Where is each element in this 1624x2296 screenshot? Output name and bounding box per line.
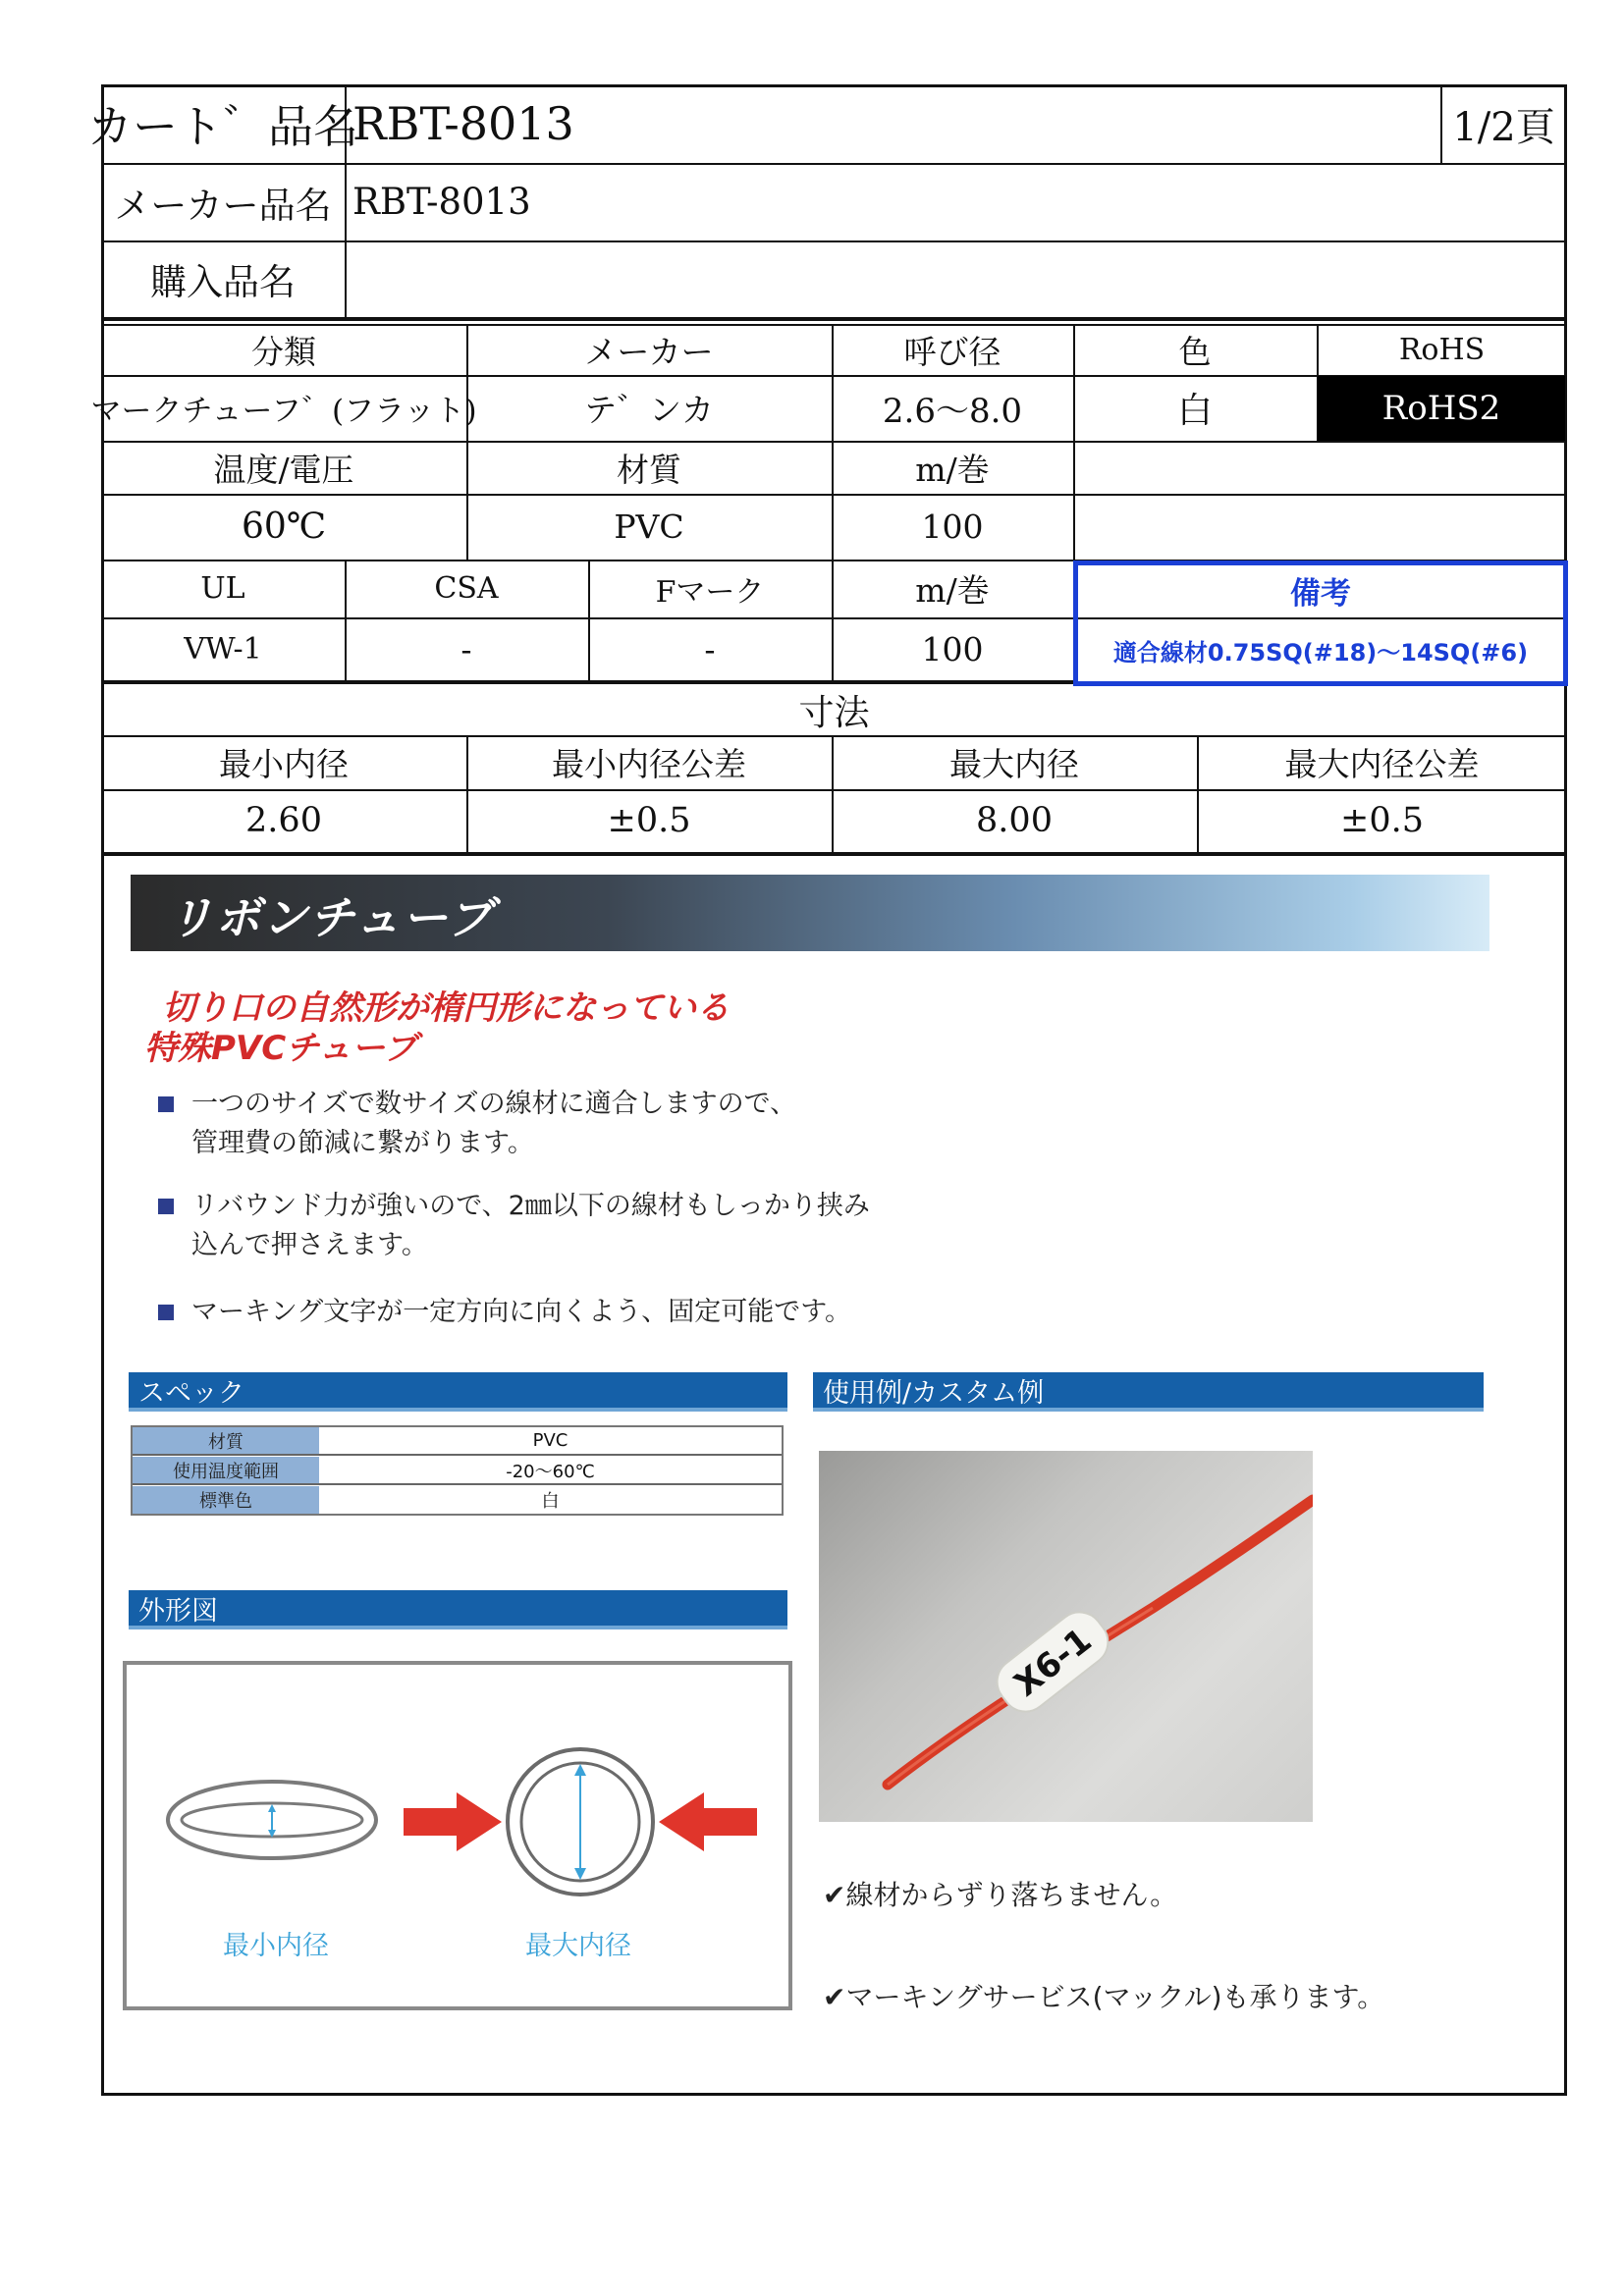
- value-min-tolerance: ±0.5: [607, 801, 691, 840]
- card-name-label: カート゛品名: [87, 100, 358, 153]
- remark-value: 適合線材0.75SQ(#18)～14SQ(#6): [1112, 639, 1529, 667]
- bullet-2-line2: 込んで押さえます。: [191, 1230, 428, 1260]
- red-heading-line2: 特殊PVCチューブ: [144, 1029, 417, 1068]
- card-name-value: RBT-8013: [352, 97, 574, 150]
- check-item-2: ✔マーキングサービス(マックル)も承ります。: [823, 1981, 1385, 2013]
- usage-photo-svg: [819, 1451, 1313, 1822]
- value-empty: [1073, 494, 1567, 560]
- value-material: PVC: [614, 507, 684, 546]
- spec-mini-table: [131, 1425, 784, 1516]
- max-diameter-label: 最大内径: [525, 1931, 631, 1961]
- spec-value-standard-color: 白: [541, 1491, 560, 1512]
- spec-label-material: 材質: [133, 1427, 319, 1456]
- page-number: 1/2頁: [1452, 104, 1555, 150]
- spec-label-standard-color: 標準色: [133, 1486, 319, 1514]
- header-ul: UL: [200, 571, 245, 606]
- press-arrow-left-icon: [404, 1792, 502, 1851]
- usage-photo: [819, 1451, 1313, 1822]
- header-category: 分類: [251, 332, 316, 371]
- bullet-1-line2: 管理費の節減に繋がります。: [191, 1128, 534, 1158]
- header-maker: メーカー: [584, 332, 714, 371]
- header-m-per-roll-2: m/巻: [915, 571, 990, 610]
- min-diameter-label: 最小内径: [223, 1931, 329, 1961]
- marker-tube-text: X6-1: [1006, 1621, 1100, 1705]
- value-f-mark: -: [704, 629, 716, 668]
- shape-section-title: 外形図: [129, 1590, 787, 1629]
- value-nominal-diameter: 2.6～8.0: [882, 392, 1023, 431]
- rohs-badge: RoHS2: [1318, 376, 1565, 441]
- header-empty: [1073, 441, 1567, 494]
- header-min-inner-diameter: 最小内径: [219, 745, 349, 783]
- header-max-inner-diameter: 最大内径: [949, 745, 1079, 783]
- maker-name-label: メーカー品名: [114, 184, 332, 227]
- value-max-tolerance: ±0.5: [1340, 801, 1424, 840]
- spec-value-material: PVC: [319, 1427, 782, 1456]
- header-f-mark: Fマーク: [655, 574, 765, 610]
- value-ul: VW-1: [184, 631, 262, 667]
- shape-diagram: [123, 1661, 792, 2010]
- value-maker: テ゛ンカ: [584, 391, 714, 429]
- marker-tube: [988, 1603, 1117, 1721]
- bullet-3-line1: マーキング文字が一定方向に向くよう、固定可能です。: [191, 1297, 852, 1327]
- spec-label-temp-range: 使用温度範囲: [133, 1457, 319, 1485]
- row-divider: [101, 317, 1567, 321]
- arrow-head-icon: [574, 1764, 586, 1776]
- bullet-square-icon: [158, 1199, 174, 1214]
- header-nominal-diameter: 呼び径: [903, 332, 1001, 371]
- arrow-head-icon: [268, 1804, 276, 1812]
- header-csa: CSA: [434, 571, 499, 606]
- bullet-square-icon: [158, 1096, 174, 1112]
- bullet-1-line1: 一つのサイズで数サイズの線材に適合しますので、: [191, 1089, 797, 1119]
- value-csa: -: [460, 629, 472, 668]
- red-heading-line1: 切り口の自然形が楕円形になっている: [162, 988, 730, 1028]
- maker-name-value: RBT-8013: [352, 181, 531, 223]
- row-divider: [101, 852, 1567, 856]
- value-temp-voltage: 60℃: [241, 507, 327, 547]
- bullet-2-line1: リバウンド力が強いので、2㎜以下の線材もしっかり挟み: [191, 1191, 870, 1221]
- product-banner: [131, 875, 1489, 951]
- arrow-head-icon: [574, 1868, 586, 1880]
- value-m-per-roll-2: 100: [921, 629, 984, 668]
- spec-section-title: スペック: [129, 1372, 787, 1412]
- banner-title: リボンチューブ: [168, 891, 495, 944]
- header-temp-voltage: 温度/電圧: [213, 450, 354, 489]
- remark-label: 備考: [1290, 576, 1351, 612]
- spec-value-temp-range: -20～60℃: [319, 1457, 782, 1485]
- header-rohs: RoHS: [1398, 332, 1486, 367]
- header-m-per-roll: m/巻: [915, 450, 990, 489]
- header-min-tolerance: 最小内径公差: [552, 745, 746, 783]
- value-color: 白: [1176, 391, 1213, 431]
- check-item-1: ✔線材からずり落ちません。: [823, 1879, 1178, 1911]
- purchase-name-value: [345, 240, 1575, 317]
- dimensions-title: 寸法: [798, 692, 870, 733]
- press-arrow-right-icon: [659, 1792, 757, 1851]
- header-color: 色: [1178, 332, 1212, 371]
- value-max-inner-diameter: 8.00: [976, 801, 1053, 840]
- value-m-per-roll: 100: [921, 507, 984, 546]
- value-category: マークチューフ゛(フラット): [90, 394, 477, 429]
- bullet-square-icon: [158, 1305, 174, 1320]
- header-material: 材質: [617, 450, 681, 489]
- header-max-tolerance: 最大内径公差: [1284, 745, 1480, 783]
- value-min-inner-diameter: 2.60: [245, 801, 322, 840]
- purchase-name-label: 購入品名: [150, 261, 296, 303]
- usage-section-title: 使用例/カスタム例: [813, 1372, 1484, 1412]
